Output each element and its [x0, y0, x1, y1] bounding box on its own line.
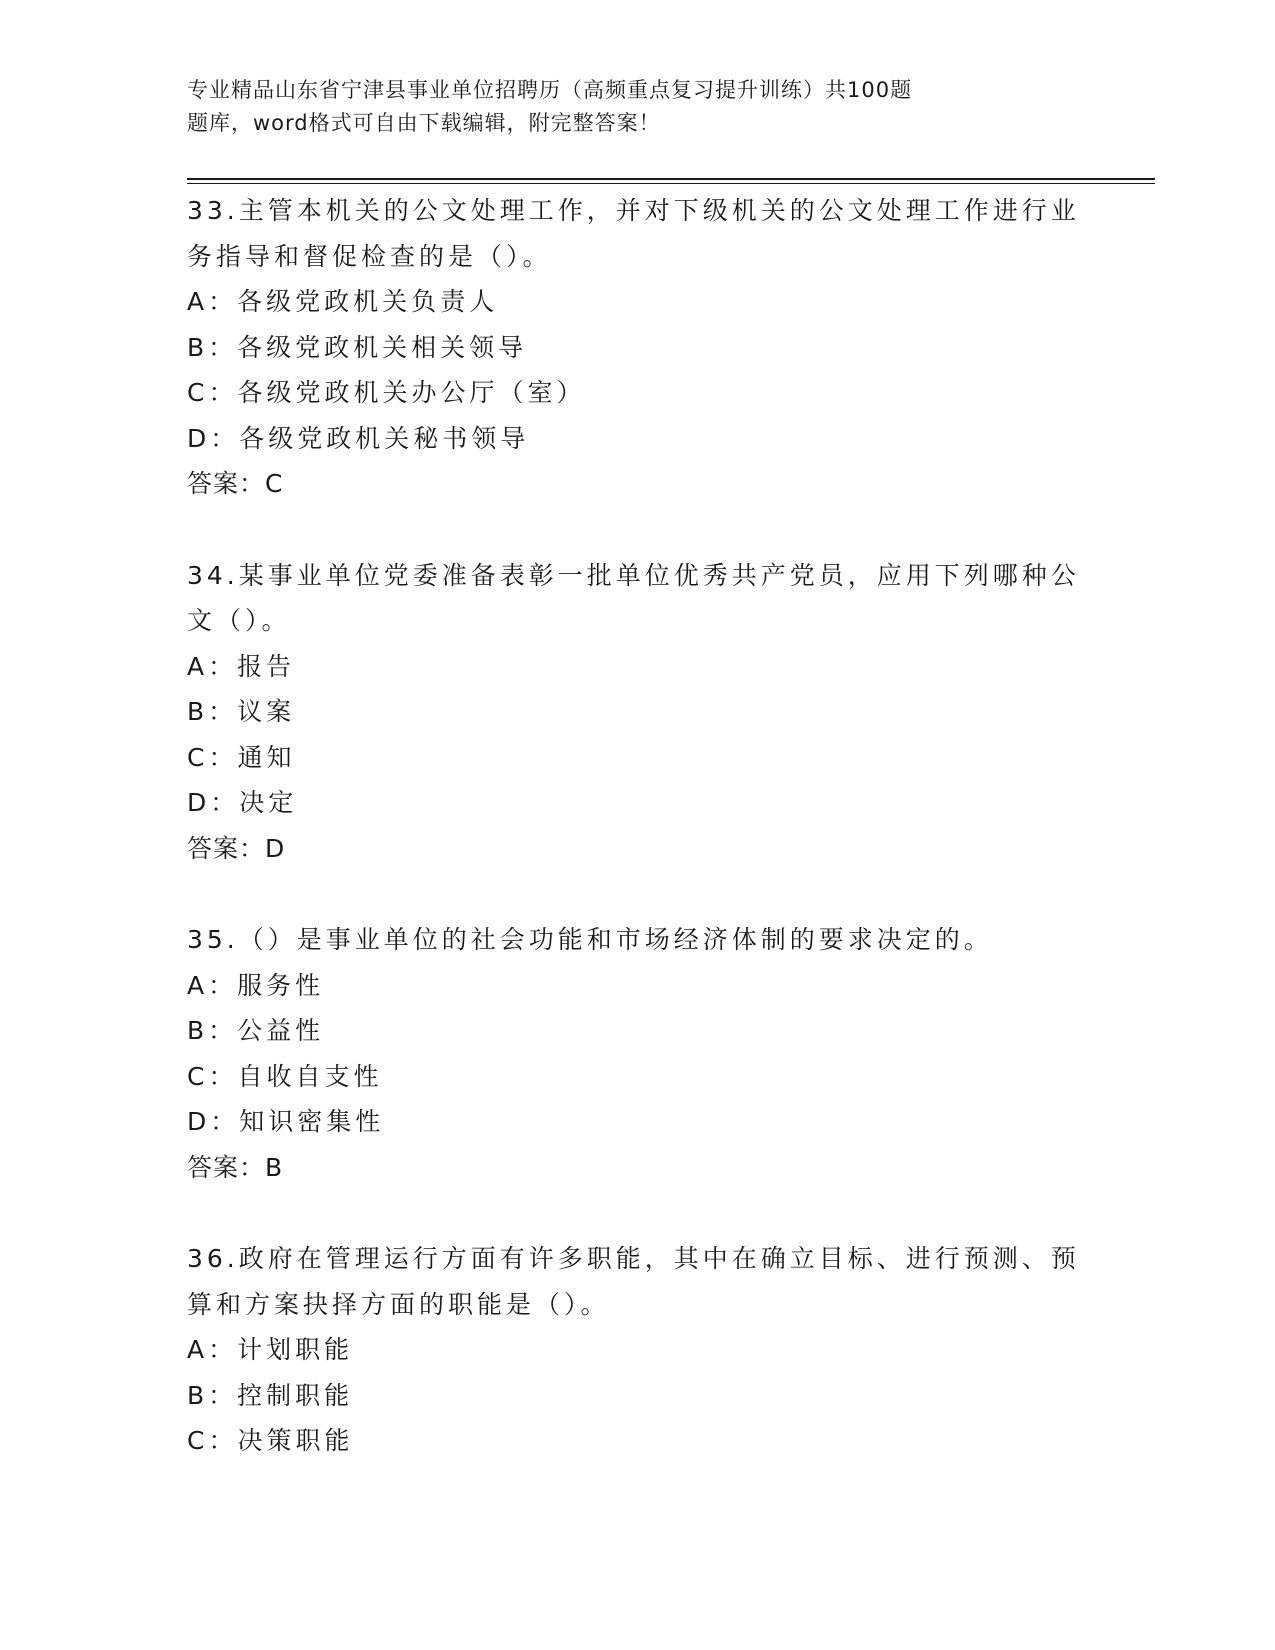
option-b: B：各级党政机关相关领导	[187, 332, 528, 362]
option-a: A：服务性	[187, 970, 325, 1000]
question-stem: 算和方案抉择方面的职能是（）。	[187, 1289, 610, 1319]
option-c: C：自收自支性	[187, 1061, 383, 1091]
question-34	[187, 553, 1087, 872]
question-list	[187, 188, 1087, 1510]
option-c: C：各级党政机关办公厅（室）	[187, 378, 586, 407]
option-d: D：决定	[187, 788, 298, 817]
header-line-2: 题库，word格式可自由下载编辑，附完整答案！	[187, 111, 661, 135]
question-stem: 务指导和督促检查的是（）。	[187, 241, 552, 271]
question-stem: 34.某事业单位党委准备表彰一批单位优秀共产党员，应用下列哪种公	[187, 560, 1080, 590]
option-b: B：议案	[187, 697, 296, 726]
option-b: B：公益性	[187, 1016, 325, 1045]
option-d: D：各级党政机关秘书领导	[187, 423, 530, 453]
question-36	[187, 1236, 1087, 1464]
header-line-1: 专业精品山东省宁津县事业单位招聘历（高频重点复习提升训练）共100题	[187, 78, 913, 102]
header-divider-thick	[187, 178, 1155, 180]
option-a: A：计划职能	[187, 1335, 354, 1364]
question-stem: 文（）。	[187, 606, 291, 635]
question-stem: 36.政府在管理运行方面有许多职能，其中在确立目标、进行预测、预	[187, 1244, 1080, 1273]
question-33	[187, 188, 1087, 507]
answer: 答案：D	[187, 833, 286, 863]
option-a: A：各级党政机关负责人	[187, 287, 499, 316]
question-35	[187, 917, 1087, 1190]
question-stem: 33.主管本机关的公文处理工作，并对下级机关的公文处理工作进行业	[187, 196, 1080, 225]
option-b: B：控制职能	[187, 1380, 354, 1410]
document-header	[187, 74, 1047, 140]
option-a: A：报告	[187, 651, 296, 681]
header-divider-thin	[187, 183, 1155, 184]
option-c: C：决策职能	[187, 1426, 354, 1455]
option-d: D：知识密集性	[187, 1107, 385, 1136]
option-c: C：通知	[187, 742, 296, 772]
answer: 答案：C	[187, 469, 284, 498]
question-stem: 35.（）是事业单位的社会功能和市场经济体制的要求决定的。	[187, 925, 993, 954]
answer: 答案：B	[187, 1152, 284, 1182]
